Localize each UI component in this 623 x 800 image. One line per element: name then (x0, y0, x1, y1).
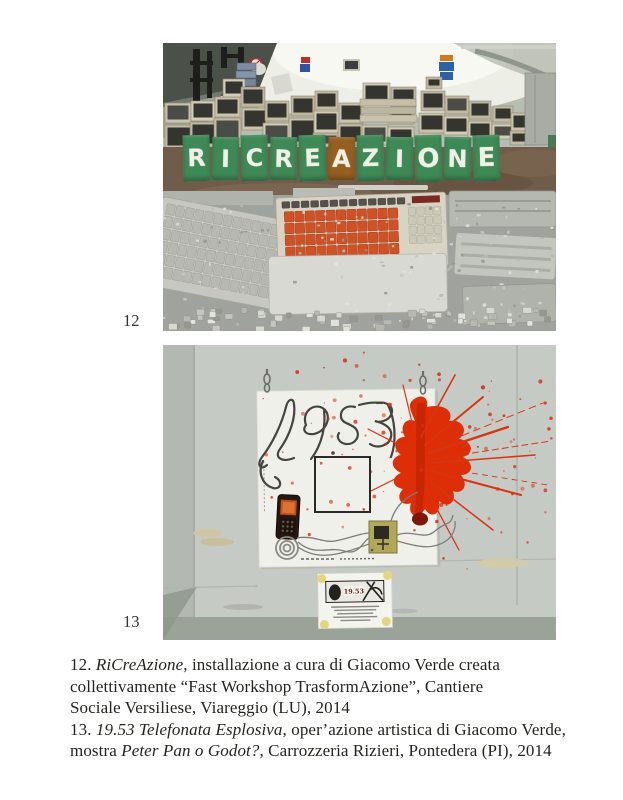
caption-line (70, 740, 575, 762)
wall-monitor (343, 59, 360, 71)
ricreazione-letter-panels (183, 135, 500, 182)
caption-line (70, 654, 575, 676)
caption-text-segment: Sociale Versiliese, Viareggio (LU), 2014 (70, 698, 350, 718)
letter-panel: O (414, 135, 442, 183)
figure-12-photo (163, 43, 556, 331)
warehouse-photo-drawing (163, 43, 556, 331)
figure-12-number: 12 (123, 311, 140, 330)
svg-text:19.53: 19.53 (343, 587, 365, 596)
front-keyboard (269, 253, 448, 314)
letter-panel: I (386, 137, 414, 181)
caption-line (70, 676, 575, 698)
letter-panel: E (472, 135, 500, 182)
caption-text-segment: 13. (70, 719, 96, 739)
telefonata-photo-drawing (163, 345, 556, 640)
circuit-board (369, 521, 397, 553)
caption-line (70, 719, 575, 741)
letter-panel: I (212, 137, 240, 181)
letter-panel: R (270, 137, 298, 181)
caption-text-segment: , installazione a cura di Giacomo Verde creata (183, 655, 501, 674)
figure-13-photo (163, 345, 556, 640)
flyer (317, 571, 393, 629)
letter-panel: N (444, 137, 472, 181)
caption-text-segment: , Carrozzeria Rizieri, Pontedera (PI), 2014 (259, 741, 552, 761)
caption-text-segment: collettivamente “Fast Workshop TrasformAzione”, Cantiere (70, 676, 484, 696)
caption-text-segment: mostra (70, 741, 122, 761)
figure-13-number: 13 (123, 612, 140, 631)
letter-panel: Z (356, 135, 384, 182)
caption-block (70, 654, 575, 762)
caption-text-segment: 12. (70, 655, 96, 674)
caption-line (70, 697, 575, 719)
letter-panel: C (240, 135, 268, 182)
caption-italic-segment: 19.53 Telefonata Esplosiva (95, 719, 283, 739)
letter-panel: A (328, 137, 356, 181)
letter-panel: E (298, 135, 326, 182)
letter-panel: R (182, 135, 210, 182)
mobile-phone (276, 494, 300, 539)
banknote-graphic (326, 580, 384, 602)
caption-italic-segment: Peter Pan o Godot? (121, 741, 260, 761)
caption-text-segment: , oper’azione artistica di Giacomo Verde, (282, 719, 566, 739)
caption-italic-segment: RiCreAzione (95, 655, 184, 674)
keyboard-field (163, 188, 556, 331)
